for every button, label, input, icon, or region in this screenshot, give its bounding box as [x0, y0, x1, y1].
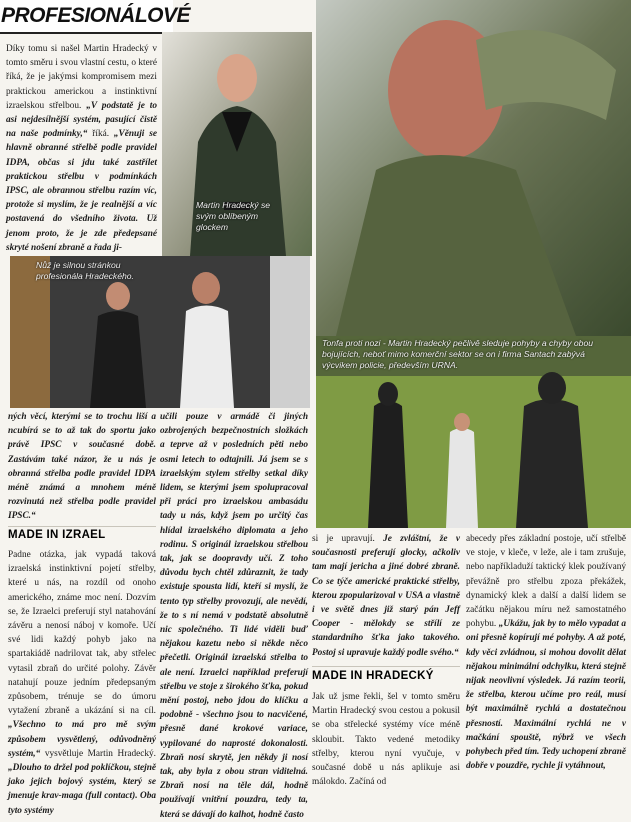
- col3-divider: [312, 666, 460, 667]
- column-3: [312, 532, 460, 662]
- knife-caption: Nůž je silnou stránkou profesionála Hradeckého.: [36, 260, 134, 281]
- col3-text-3: Jak už jsme řekli, šel v tomto směru Martin Hradecký svou cestou a pokusil se oba střelecké systémy více méně skloubit. Takto vedené metodiky střelby, kterou nyní vyučuje, v současné době u nás aplikuje asi málokdo. Začíná od: [312, 692, 460, 788]
- column-2: [160, 410, 308, 820]
- face-scene: [316, 0, 631, 336]
- training-photo: [316, 336, 631, 528]
- col4-text: abecedy přes základní postoje, učí střelbě ve stoje, v kleče, v leže, ale i tam zrušuje, nebo napříkladuží taktický klek používaný převážně pro střelbu zpoza překážek, dynamický klek a další a další lidem se začátku nějakou míru než samostatného pohybu.: [466, 534, 626, 630]
- page-title: PROFESIONÁLOVÉ: [0, 0, 173, 34]
- intro-after-quote: říká.: [87, 129, 114, 140]
- col3-bold-1: Je zvláštní, že v současnosti preferují glocky, ačkoliv tam mají jericha a jiné dobré zbraně.: [312, 534, 460, 573]
- training-caption: Tonfa proti nozi - Martin Hradecký pečlivě sleduje pohyby a chyby obou bojujících, neboť mimo komerční sektor se on i firma Santach zabývá výcvikem policie, především URNA.: [322, 338, 594, 370]
- col1-quote-2: „Dlouho to držel pod poklíčkou, stejně jako jejich bojový systém, který se jmenuje krav-maga (full contact). Oba tyto systémy: [8, 763, 156, 816]
- col3-text: si je upravují.: [312, 534, 384, 544]
- intro-column: [6, 42, 157, 253]
- col1-quote: „Všechno to má pro mě svým způsobem vysvětlený, odůvodněný systém,“: [8, 720, 156, 759]
- col3-heading: MADE IN HRADECKÝ: [312, 670, 434, 682]
- intro-quote: „V podstatě je to asi nejdesílnější systém, pasující čistě na naše podmínky,“: [6, 100, 157, 140]
- col1-text-2: Padne otázka, jak vypadá taková izraelská instinktivní pojetí střelby, které u nás, na rozdíl od onoho amerického, známe moc není. Dozvím se, že Izraelci preferují styl natahování závěru a nenosí náboj v komoře. Učí své lidi každý pohyb jako na spartakiádě nadrilovat tak, aby střelec vytasil zbraň do určité polohy. Závěr natahují pouze jedním předepsaným způsobem, trénuje se do úmoru vytažení zbraně a ukázání si na cíl.: [8, 550, 156, 717]
- col1-divider: [8, 526, 156, 527]
- knife-photo: [10, 256, 310, 408]
- col4-quote: „Ukážu, jak by to mělo vypadat a oni přesně kopírují mé pohyby. A až poté, kdy věci zvládnou, si mohou dovolit dělat nějakou minimální odchylku, která stejně nijak neovlivní výsledek. Já razím teorii, že střelba, kterou učíme pro reál, musí být maximálně rychlá a dostatečnou přesností. Maximální rychlá ne v mačkání spouště, nýbrž ve všech pohybech před tím. Tedy uchopení zbraně dobře v pouzdře, rychle ji vytáhnout,: [466, 619, 626, 772]
- col3-text-2: Co se týče americké praktické střelby, kterou zpopularizoval v USA a vlastně i ve světě dnes již starý pán Jeff Cooper - mělokdy se střílí ze standardního šťka jako takového. Postoj si upravuje každý podle svého.“: [312, 576, 460, 658]
- column-1-continued: [8, 548, 156, 816]
- column-4: [466, 532, 626, 800]
- col2-text: učili pouze v armádě či jiných ozbrojených bezpečnostních složkách a teprve až v posledních pěti nebo osmi letech to odtajnili. Já jsem se s izraelským stylem střelby setkal díky lidem, se kterými jsem spolupracoval při práci pro izraelskou ambasádu tady u nás, když jsem po určitý čas hlídal izraelského diplomata a jeho rodinu. S originál izraelskou střelbou tak, jak se doopravdy učí. Z toho důvodu bych chtěl zdůraznit, že tady existuje spousta lidí, kteří si myslí, že tento typ střelby provozují, ale nevědí, že to s ní nemá v podstatě absolutně nic společného. Ti lidé viděli buď nějakou kazetu nebo si někde něco přečetli. Originál izraelská střelba to ale není. Izraelci například preferují střelbu ve stoje z širokého šťka, pokud mění postoj, nebo jdou do klíčku a podobně - všechno jsou to nacvičené, přesně dané krokové variace, vypilované do naprosté dokonalosti. Zbraň nosí skrytě, jen někdy ji nosí tak, aby byla z obou stran viditelná. Zbraň nosí na těle dál, hodně používají vnitřní pouzdra, tedy ta, která se dávají do kalhot, hodně často: [160, 412, 308, 820]
- face-photo: [316, 0, 631, 336]
- portrait-caption: Martin Hradecký se svým oblíbeným glockem: [196, 200, 271, 232]
- intro-text: Díky tomu si našel Martin Hradecký v tomto směru i svou vlastní cestu, o které říká, že je jakýmsi kompromisem mezi praktickou americkou a instinktivní izraelskou střelbou.: [6, 44, 157, 111]
- intro-quote-2: „Věnuji se hlavně obranné střelbě podle pravidel IDPA, občas si jdu také zastřílet praktickou střelbu v podmínkách IPSC, ale obrannou střelbu razím víc, protože si myslím, že je realnější a víc postavená do všedního života. Už jenom proto, že je zde předepsané skryté nošení zbraně a řada ji-: [6, 129, 157, 253]
- column-1: [8, 410, 156, 520]
- col1-text: ných věcí, kterými se to trochu liší a ncubírá se to až tak do sportu jako právě IPSC v současné době. Zastávám také názor, že u nás je obranná střelba podle pravidel IDPA méně známá a mnohem méně rozvinutá než střelba podle pravidel IPSC.“: [8, 412, 156, 522]
- column-3-continued: [312, 690, 460, 800]
- col1-after: vysvětluje Martin Hradecký.: [40, 748, 156, 759]
- col1-heading: MADE IN IZRAEL: [8, 529, 106, 541]
- portrait-photo: [162, 32, 312, 256]
